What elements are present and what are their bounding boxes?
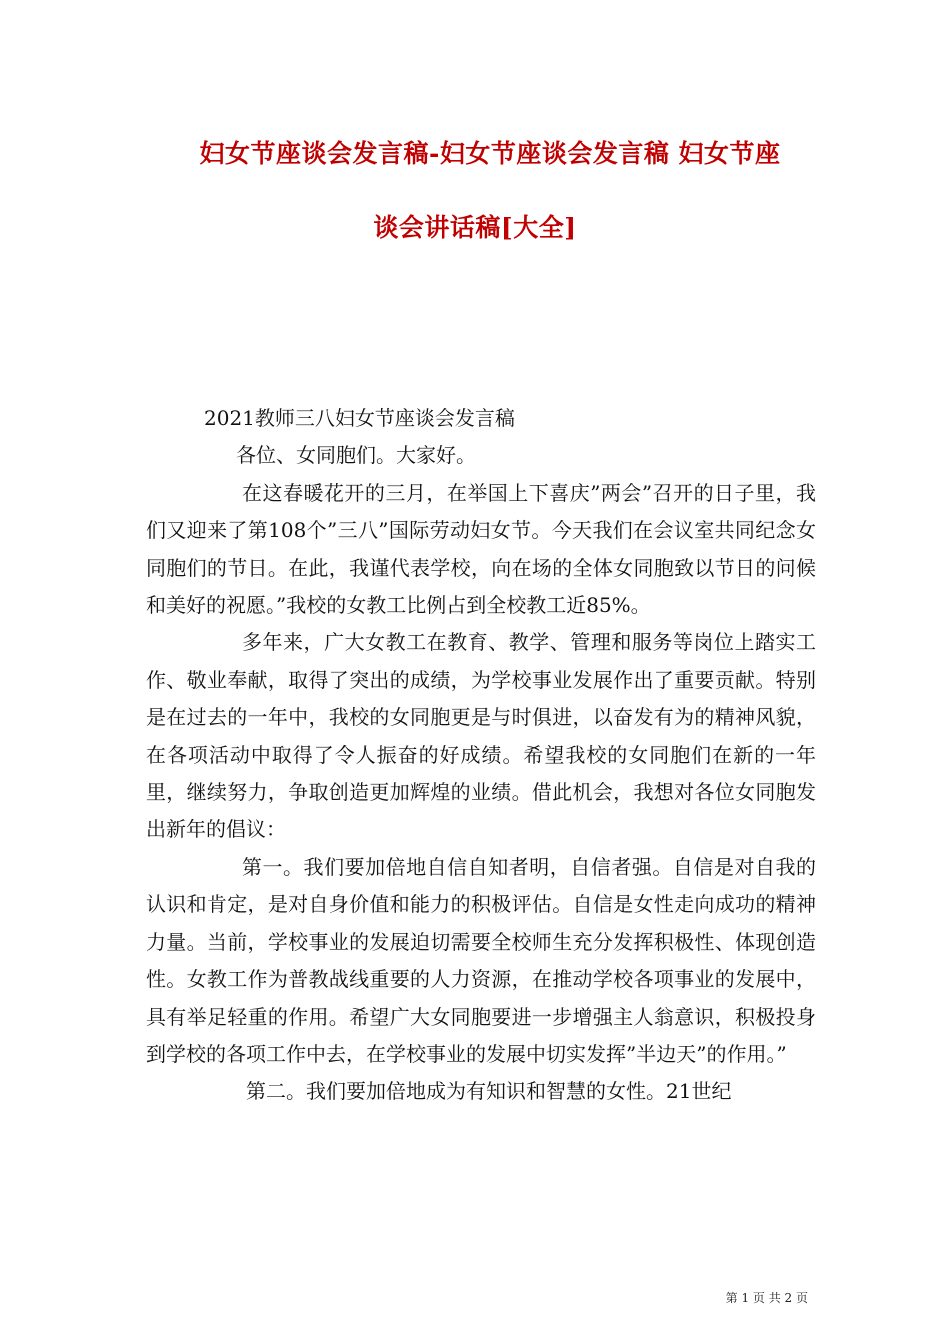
document-body bbox=[146, 400, 816, 1111]
paragraph-3: 第一。我们要加倍地自信自知者明，自信者强。自信是对自我的认识和肯定，是对自身价值和能力的积极评估。自信是女性走向成功的精神力量。当前，学校事业的发展迫切需要全校师生充分发挥积极性、体现创造性。女教工作为普教战线重要的人力资源，在推动学校各项事业的发展中，具有举足轻重的作用。希望广大女同胞要进一步增强主人翁意识，积极投身到学校的各项工作中去，在学校事业的发展中切实发挥”半边天”的作用。” bbox=[146, 854, 816, 1066]
paragraph-4: 第二。我们要加倍地成为有知识和智慧的女性。21世纪 bbox=[246, 1079, 732, 1104]
speech-greeting: 各位、女同胞们。大家好。 bbox=[236, 443, 476, 468]
document-title-line2: 谈会讲话稿[大全] bbox=[373, 213, 577, 242]
document-title-line1: 妇女节座谈会发言稿-妇女节座谈会发言稿 妇女节座 bbox=[199, 139, 781, 168]
page-number-footer: 第 1 页 共 2 页 bbox=[725, 1291, 808, 1305]
paragraph-2: 多年来，广大女教工在教育、教学、管理和服务等岗位上踏实工作、敬业奉献，取得了突出的成绩，为学校事业发展作出了重要贡献。特别是在过去的一年中，我校的女同胞更是与时俱进，以奋发有为的精神风貌，在各项活动中取得了令人振奋的好成绩。希望我校的女同胞们在新的一年里，继续努力，争取创造更加辉煌的业绩。借此机会，我想对各位女同胞发出新年的倡议： bbox=[146, 630, 816, 842]
speech-subtitle: 2021教师三八妇女节座谈会发言稿 bbox=[204, 406, 515, 430]
paragraph-1: 在这春暖花开的三月，在举国上下喜庆”两会”召开的日子里，我们又迎来了第108个”三八”国际劳动妇女节。今天我们在会议室共同纪念女同胞们的节日。在此，我谨代表学校，向在场的全体女同胞致以节日的问候和美好的祝愿。”我校的女教工比例占到全校教工近85%。 bbox=[146, 480, 816, 618]
